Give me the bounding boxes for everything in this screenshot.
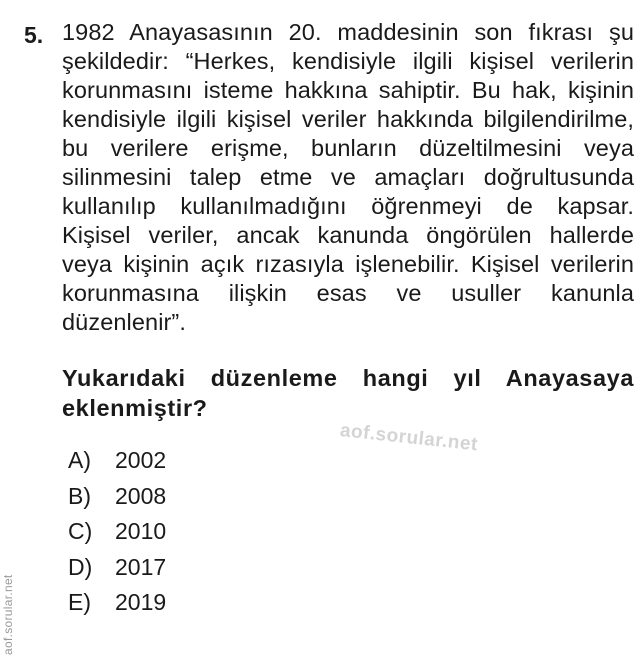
question-number: 5.: [24, 22, 44, 48]
question-stem: 1982 Anayasasının 20. maddesinin son fıkrası şu şekildedir: “Herkes, kendisiyle ilgili kişisel verilerin korunmasını isteme hakkına sahiptir. Bu hak, kişinin kendisiyle ilgili kişisel veriler hakkında bilgilendirilme, bu verilere erişme, bunların düzeltilmesini veya silinmesini talep etme ve amaçları doğrultusunda kullanılıp kullanılmadığını öğrenmeyi de kapsar. Kişisel veriler, ancak kanunda öngörülen hallerde veya kişinin açık rızasıyla işlenebilir. Kişisel verilerin korunmasına ilişkin esas ve usuller kanunla düzenlenir”.: [62, 19, 634, 335]
option-text: 2002: [115, 447, 167, 473]
question-prompt: Yukarıdaki düzenleme hangi yıl Anayasaya eklenmiştir?: [62, 365, 634, 421]
option-text: 2019: [115, 589, 167, 615]
answer-options: [62, 443, 634, 621]
option-e[interactable]: [68, 585, 634, 621]
option-text: 2017: [115, 553, 167, 580]
option-letter: E): [68, 589, 91, 615]
option-a[interactable]: [68, 443, 634, 479]
option-text: 2008: [115, 482, 167, 509]
option-text: 2010: [115, 518, 167, 544]
option-letter: D): [68, 553, 93, 580]
side-watermark: aof.sorular.net: [1, 574, 15, 655]
option-b[interactable]: [68, 479, 634, 515]
option-c[interactable]: [68, 514, 634, 550]
option-letter: C): [68, 518, 93, 544]
option-d[interactable]: [68, 550, 634, 586]
option-letter: A): [68, 447, 91, 473]
option-letter: B): [68, 482, 91, 509]
watermark-text: aof.sorular.net: [338, 420, 479, 456]
question-body: [62, 18, 634, 621]
